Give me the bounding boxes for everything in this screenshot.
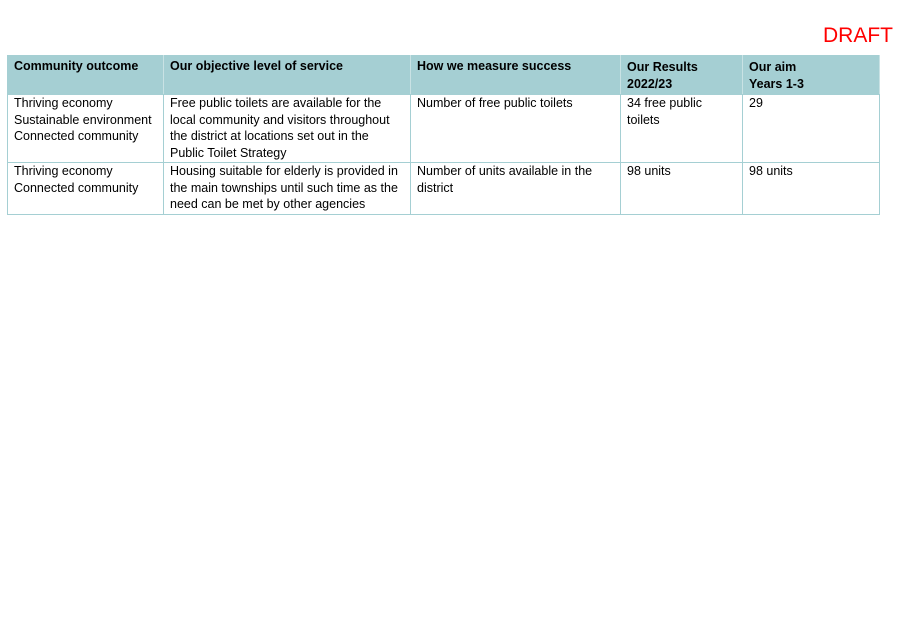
header-objective-level-of-service: Our objective level of service bbox=[164, 56, 411, 95]
cell-measure: Number of units available in the district bbox=[411, 163, 621, 215]
draft-watermark: DRAFT bbox=[823, 24, 893, 47]
header-how-we-measure-success: How we measure success bbox=[411, 56, 621, 95]
cell-measure: Number of free public toilets bbox=[411, 95, 621, 163]
header-our-results: Our Results 2022/23 bbox=[621, 56, 743, 95]
cell-community-outcome: Thriving economy Connected community bbox=[8, 163, 164, 215]
table-row bbox=[8, 95, 880, 163]
cell-results: 98 units bbox=[621, 163, 743, 215]
cell-objective: Free public toilets are available for the local community and visitors throughout the district at locations set out in the Public Toilet Strategy bbox=[164, 95, 411, 163]
table-row bbox=[8, 163, 880, 215]
cell-aim: 98 units bbox=[743, 163, 880, 215]
cell-objective: Housing suitable for elderly is provided in the main townships until such time as the need can be met by other agencies bbox=[164, 163, 411, 215]
cell-aim: 29 bbox=[743, 95, 880, 163]
cell-results: 34 free public toilets bbox=[621, 95, 743, 163]
table-header-row bbox=[8, 56, 880, 95]
header-community-outcome: Community outcome bbox=[8, 56, 164, 95]
levels-of-service-table bbox=[7, 55, 880, 215]
header-our-aim: Our aim Years 1-3 bbox=[743, 56, 880, 95]
cell-community-outcome: Thriving economy Sustainable environment Connected community bbox=[8, 95, 164, 163]
